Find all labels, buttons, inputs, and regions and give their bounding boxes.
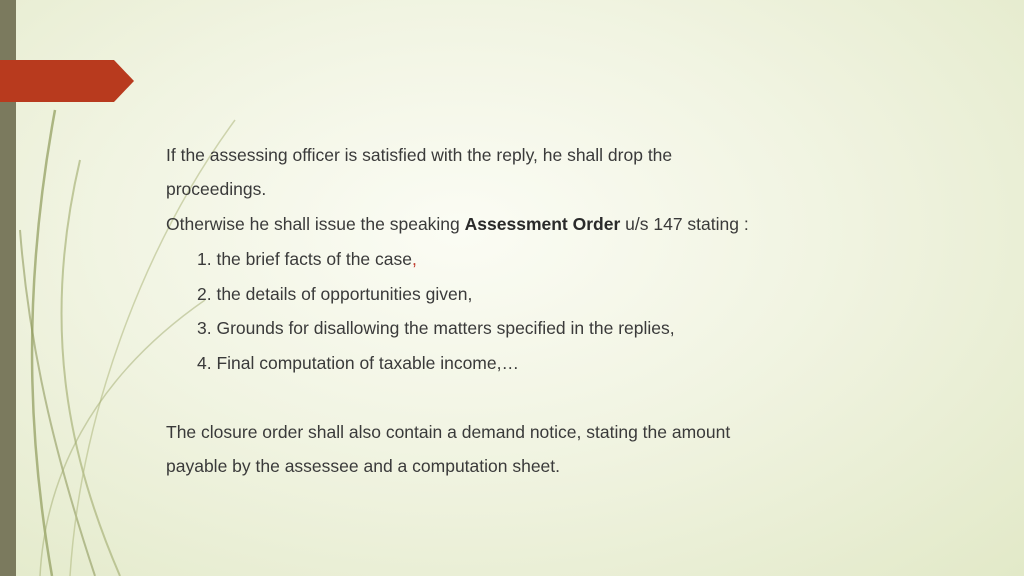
paragraph-3-line-1: The closure order shall also contain a demand notice, stating the amount xyxy=(166,422,731,442)
paragraph-2 xyxy=(166,213,749,235)
paragraph-3-line-2: payable by the assessee and a computation sheet. xyxy=(166,456,561,476)
list-item-4 xyxy=(197,352,519,374)
paragraph-1-line-2: proceedings. xyxy=(166,179,267,199)
paragraph-2-prefix: Otherwise he shall issue the speaking xyxy=(166,214,465,234)
list-item-1-trail: , xyxy=(411,249,417,269)
paragraph-2-suffix: u/s 147 stating : xyxy=(620,214,749,234)
list-item-1 xyxy=(197,248,417,270)
list-item-3-text: 3. Grounds for disallowing the matters specified in the replies, xyxy=(197,318,675,338)
list-item-2-text: 2. the details of opportunities given, xyxy=(197,284,473,304)
accent-arrow-flag xyxy=(0,60,134,102)
paragraph-1-line-1: If the assessing officer is satisfied with the reply, he shall drop the xyxy=(166,145,673,165)
list-item-1-text: 1. the brief facts of the case xyxy=(197,249,412,269)
list-item-3 xyxy=(197,317,675,339)
assessment-order-term: Assessment Order xyxy=(464,214,621,234)
list-item-2 xyxy=(197,283,472,305)
list-item-4-text: 4. Final computation of taxable income,… xyxy=(197,353,519,373)
